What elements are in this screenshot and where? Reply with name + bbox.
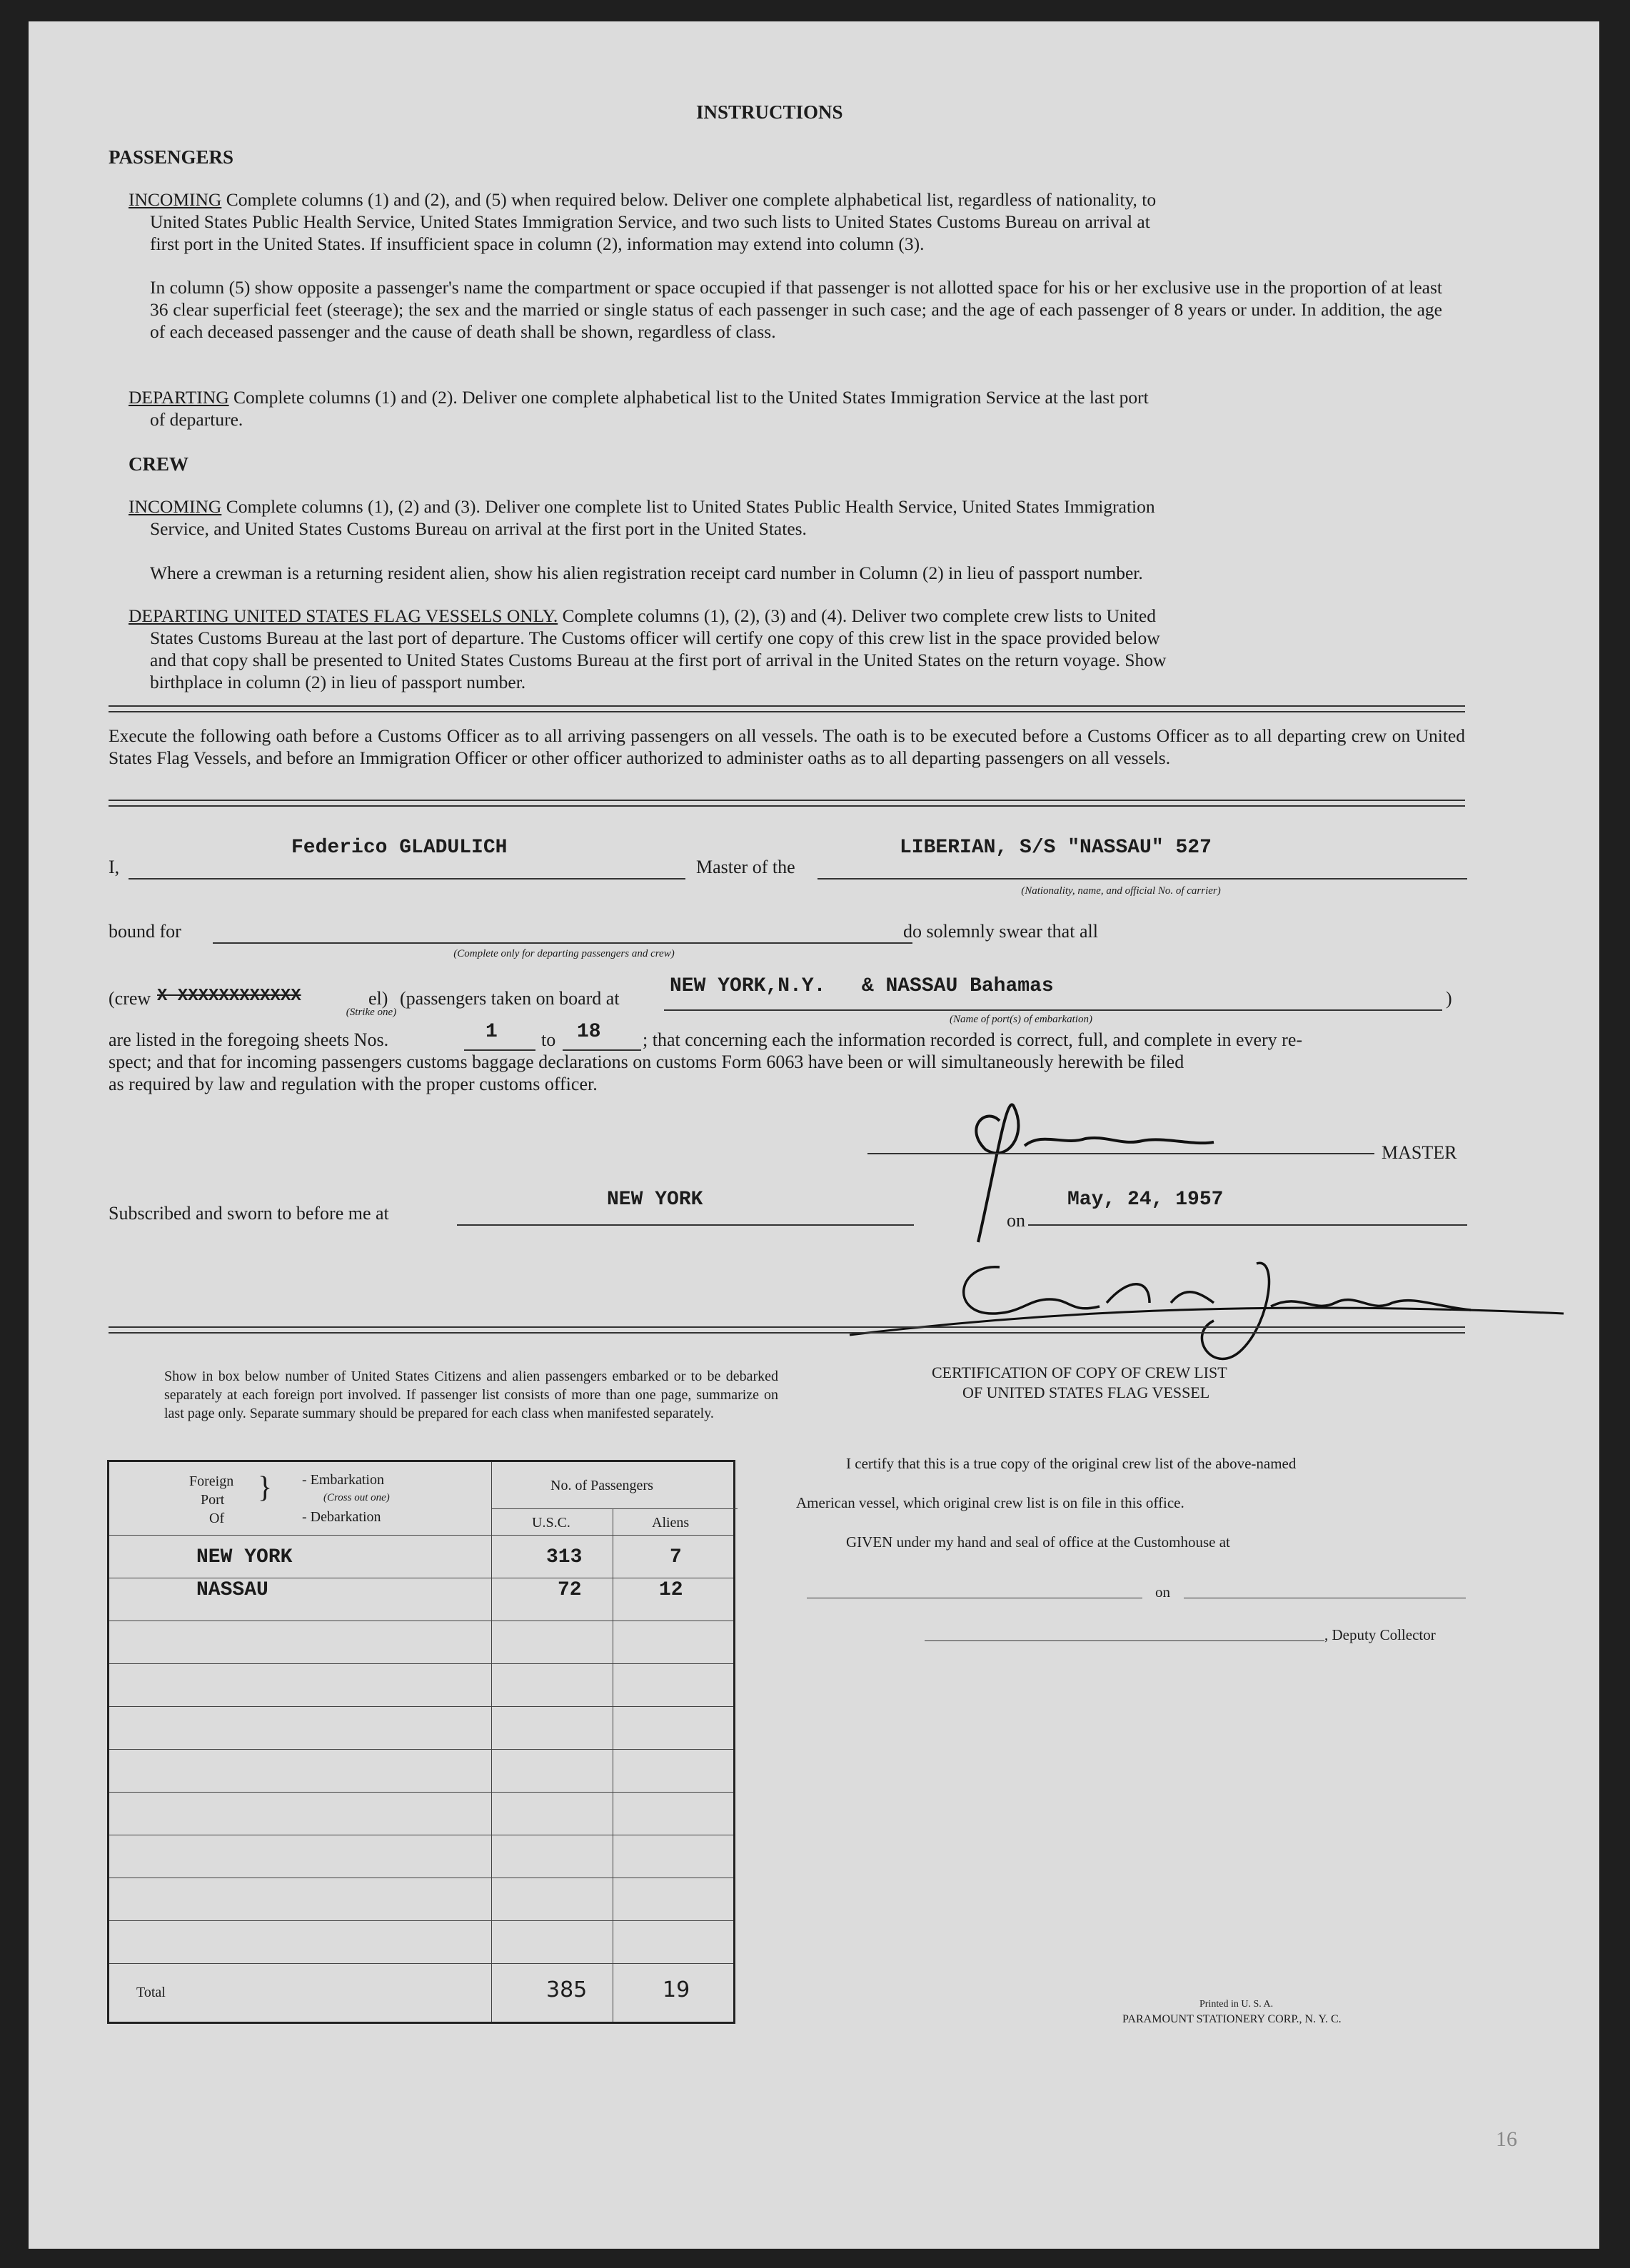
total-usc: 385 — [546, 1977, 588, 2002]
document-page — [29, 21, 1599, 2249]
table-row-line — [109, 1749, 733, 1750]
vessel-name: LIBERIAN, S/S "NASSAU" 527 — [900, 837, 1212, 859]
ports-caption: (Name of port(s) of embarkation) — [950, 1014, 1092, 1025]
table-row-usc: 313 — [546, 1546, 583, 1568]
printer-name: PARAMOUNT STATIONERY CORP., N. Y. C. — [1122, 2013, 1342, 2025]
table-row-line — [109, 1663, 733, 1664]
instructions-title: INSTRUCTIONS — [696, 101, 843, 123]
header-usc: U.S.C. — [532, 1515, 570, 1531]
certification-title-1: CERTIFICATION OF COPY OF CREW LIST — [932, 1364, 1227, 1381]
listed-line-1b: ; that concerning each the information recorded is correct, full, and complete in every re- — [643, 1029, 1303, 1050]
column-five-paragraph: In column (5) show opposite a passenger's name the compartment or space occupied if that passenger is not allotted space for his or her exclusive use in the proportion of at least 36 clear superficial feet (steerage); the sex and the married or single status of each passenger in such case; and the age of each passenger of 8 years or under. In addition, the age of each deceased passenger and the cause of death shall be shown, regardless of class. — [150, 277, 1442, 342]
table-row-line — [109, 1920, 733, 1921]
listed-line-1: are listed in the foregoing sheets Nos. — [109, 1029, 389, 1050]
struck-text: X XXXXXXXXXXXX — [157, 987, 301, 1006]
divider — [109, 800, 1465, 807]
given-line: GIVEN under my hand and seal of office at the Customhouse at — [846, 1533, 1230, 1551]
table-row-usc: 72 — [558, 1579, 582, 1601]
certify-line-1: I certify that this is a true copy of the original crew list of the above-named — [846, 1455, 1297, 1472]
header-embarkation: - Embarkation — [302, 1472, 384, 1488]
table-row-aliens: 12 — [659, 1579, 683, 1601]
crew-label: (crew — [109, 988, 151, 1009]
sheet-from: 1 — [486, 1021, 498, 1043]
master-name: Federico GLADULICH — [291, 837, 508, 859]
sworn-place: NEW YORK — [607, 1189, 703, 1211]
bound-for-label: bound for — [109, 921, 181, 942]
crew-incoming-paragraph: INCOMING Complete columns (1), (2) and (3). Deliver one complete list to United States Public Health Service, United States Immigration Service, and United States Customs Bureau on arrival at the first port in the United States. — [129, 496, 1155, 539]
divider — [109, 705, 1465, 712]
sheet-to: 18 — [577, 1021, 601, 1043]
header-aliens: Aliens — [652, 1515, 690, 1531]
table-row-line — [109, 1963, 733, 1964]
bound-caption: (Complete only for departing passengers and crew) — [453, 948, 675, 959]
total-label: Total — [136, 1985, 166, 2000]
header-debarkation: - Debarkation — [302, 1509, 381, 1525]
certify-line-2: American vessel, which original crew list is on file in this office. — [796, 1494, 1184, 1511]
header-no-passengers: No. of Passengers — [550, 1478, 653, 1493]
passengers-heading: PASSENGERS — [109, 146, 234, 168]
certification-title-2: OF UNITED STATES FLAG VESSEL — [962, 1384, 1210, 1401]
vessel-caption: (Nationality, name, and official No. of carrier) — [1021, 885, 1221, 897]
to-label: to — [541, 1029, 556, 1050]
subscribed-label: Subscribed and sworn to before me at — [109, 1203, 389, 1224]
header-port-1: Foreign — [189, 1473, 234, 1489]
table-row-line — [109, 1792, 733, 1793]
ports-of-embarkation: NEW YORK,N.Y. & NASSAU Bahamas — [670, 975, 1054, 997]
total-aliens: 19 — [663, 1977, 690, 2002]
master-of-the-label: Master of the — [696, 857, 795, 877]
swear-label: do solemnly swear that all — [903, 921, 1098, 942]
listed-line-2: spect; and that for incoming passengers customs baggage declarations on customs Form 6063 have been or will simultaneously herewith be filed — [109, 1052, 1184, 1072]
on-label: on — [1007, 1210, 1025, 1231]
brace-icon: } — [258, 1471, 273, 1504]
printed-in: Printed in U. S. A. — [1199, 1999, 1274, 2010]
header-cross: (Cross out one) — [323, 1492, 390, 1503]
table-row-port: NASSAU — [196, 1579, 268, 1601]
deputy-collector: , Deputy Collector — [1324, 1626, 1436, 1643]
listed-line-3: as required by law and regulation with the proper customs officer. — [109, 1074, 598, 1094]
passengers-taken-label: (passengers taken on board at — [400, 988, 620, 1009]
strike-caption: (Strike one) — [346, 1007, 397, 1018]
departing-passengers-paragraph: DEPARTING Complete columns (1) and (2). Deliver one complete alphabetical list to the United States Immigration Service at the last port of departure. — [129, 387, 1149, 430]
header-port-3: Of — [209, 1511, 225, 1526]
incoming-passengers-paragraph: INCOMING Complete columns (1) and (2), and (5) when required below. Deliver one complete alphabetical list, regardless of nationality, to United States Public Health Service, United States Immigration Service, and two such lists to United States Customs Bureau on arrival at first port in the United States. If insufficient space in column (2), information may extend into column (3). — [129, 189, 1157, 254]
sworn-date: May, 24, 1957 — [1067, 1189, 1224, 1211]
oath-i-label: I, — [109, 857, 120, 877]
passenger-summary-table — [107, 1460, 735, 2024]
el-close: el) — [368, 988, 388, 1009]
flag-vessels-paragraph: DEPARTING UNITED STATES FLAG VESSELS ONLY. Complete columns (1), (2), (3) and (4). Deliver two complete crew lists to United States Customs Bureau at the last port of departure. The Customs officer will certify one copy of this crew list in the space provided below and that copy shall be presented to United States Customs Bureau at the first port of arrival in the United States on the return voyage. Show birthplace in column (2) in lieu of passport number. — [129, 605, 1167, 692]
crew-resident-paragraph: Where a crewman is a returning resident alien, show his alien registration receipt card number in Column (2) in lieu of passport number. — [150, 563, 1143, 583]
crew-heading: CREW — [129, 453, 189, 475]
certification-on: on — [1155, 1583, 1170, 1601]
close-paren: ) — [1446, 988, 1452, 1009]
page-number: 16 — [1496, 2127, 1517, 2151]
summary-note: Show in box below number of United States Citizens and alien passengers embarked or to be debarked separately at each foreign port involved. If passenger list consists of more than one page, summarize on last page only. Separate summary should be prepared for each class when manifested separately. — [164, 1369, 778, 1421]
oath-intro: Execute the following oath before a Customs Officer as to all arriving passengers on all vessels. The oath is to be executed before a Customs Officer as to all departing crew on United States Flag Vessels, and before an Immigration Officer or other officer authorized to administer oaths as to all departing passengers on all vessels. — [109, 725, 1465, 768]
incoming-label: INCOMING — [129, 189, 222, 210]
header-port-2: Port — [201, 1492, 225, 1508]
table-row-line — [109, 1706, 733, 1707]
master-label: MASTER — [1382, 1142, 1457, 1163]
table-row-aliens: 7 — [670, 1546, 682, 1568]
table-row-port: NEW YORK — [196, 1546, 293, 1568]
divider — [109, 1326, 1465, 1334]
